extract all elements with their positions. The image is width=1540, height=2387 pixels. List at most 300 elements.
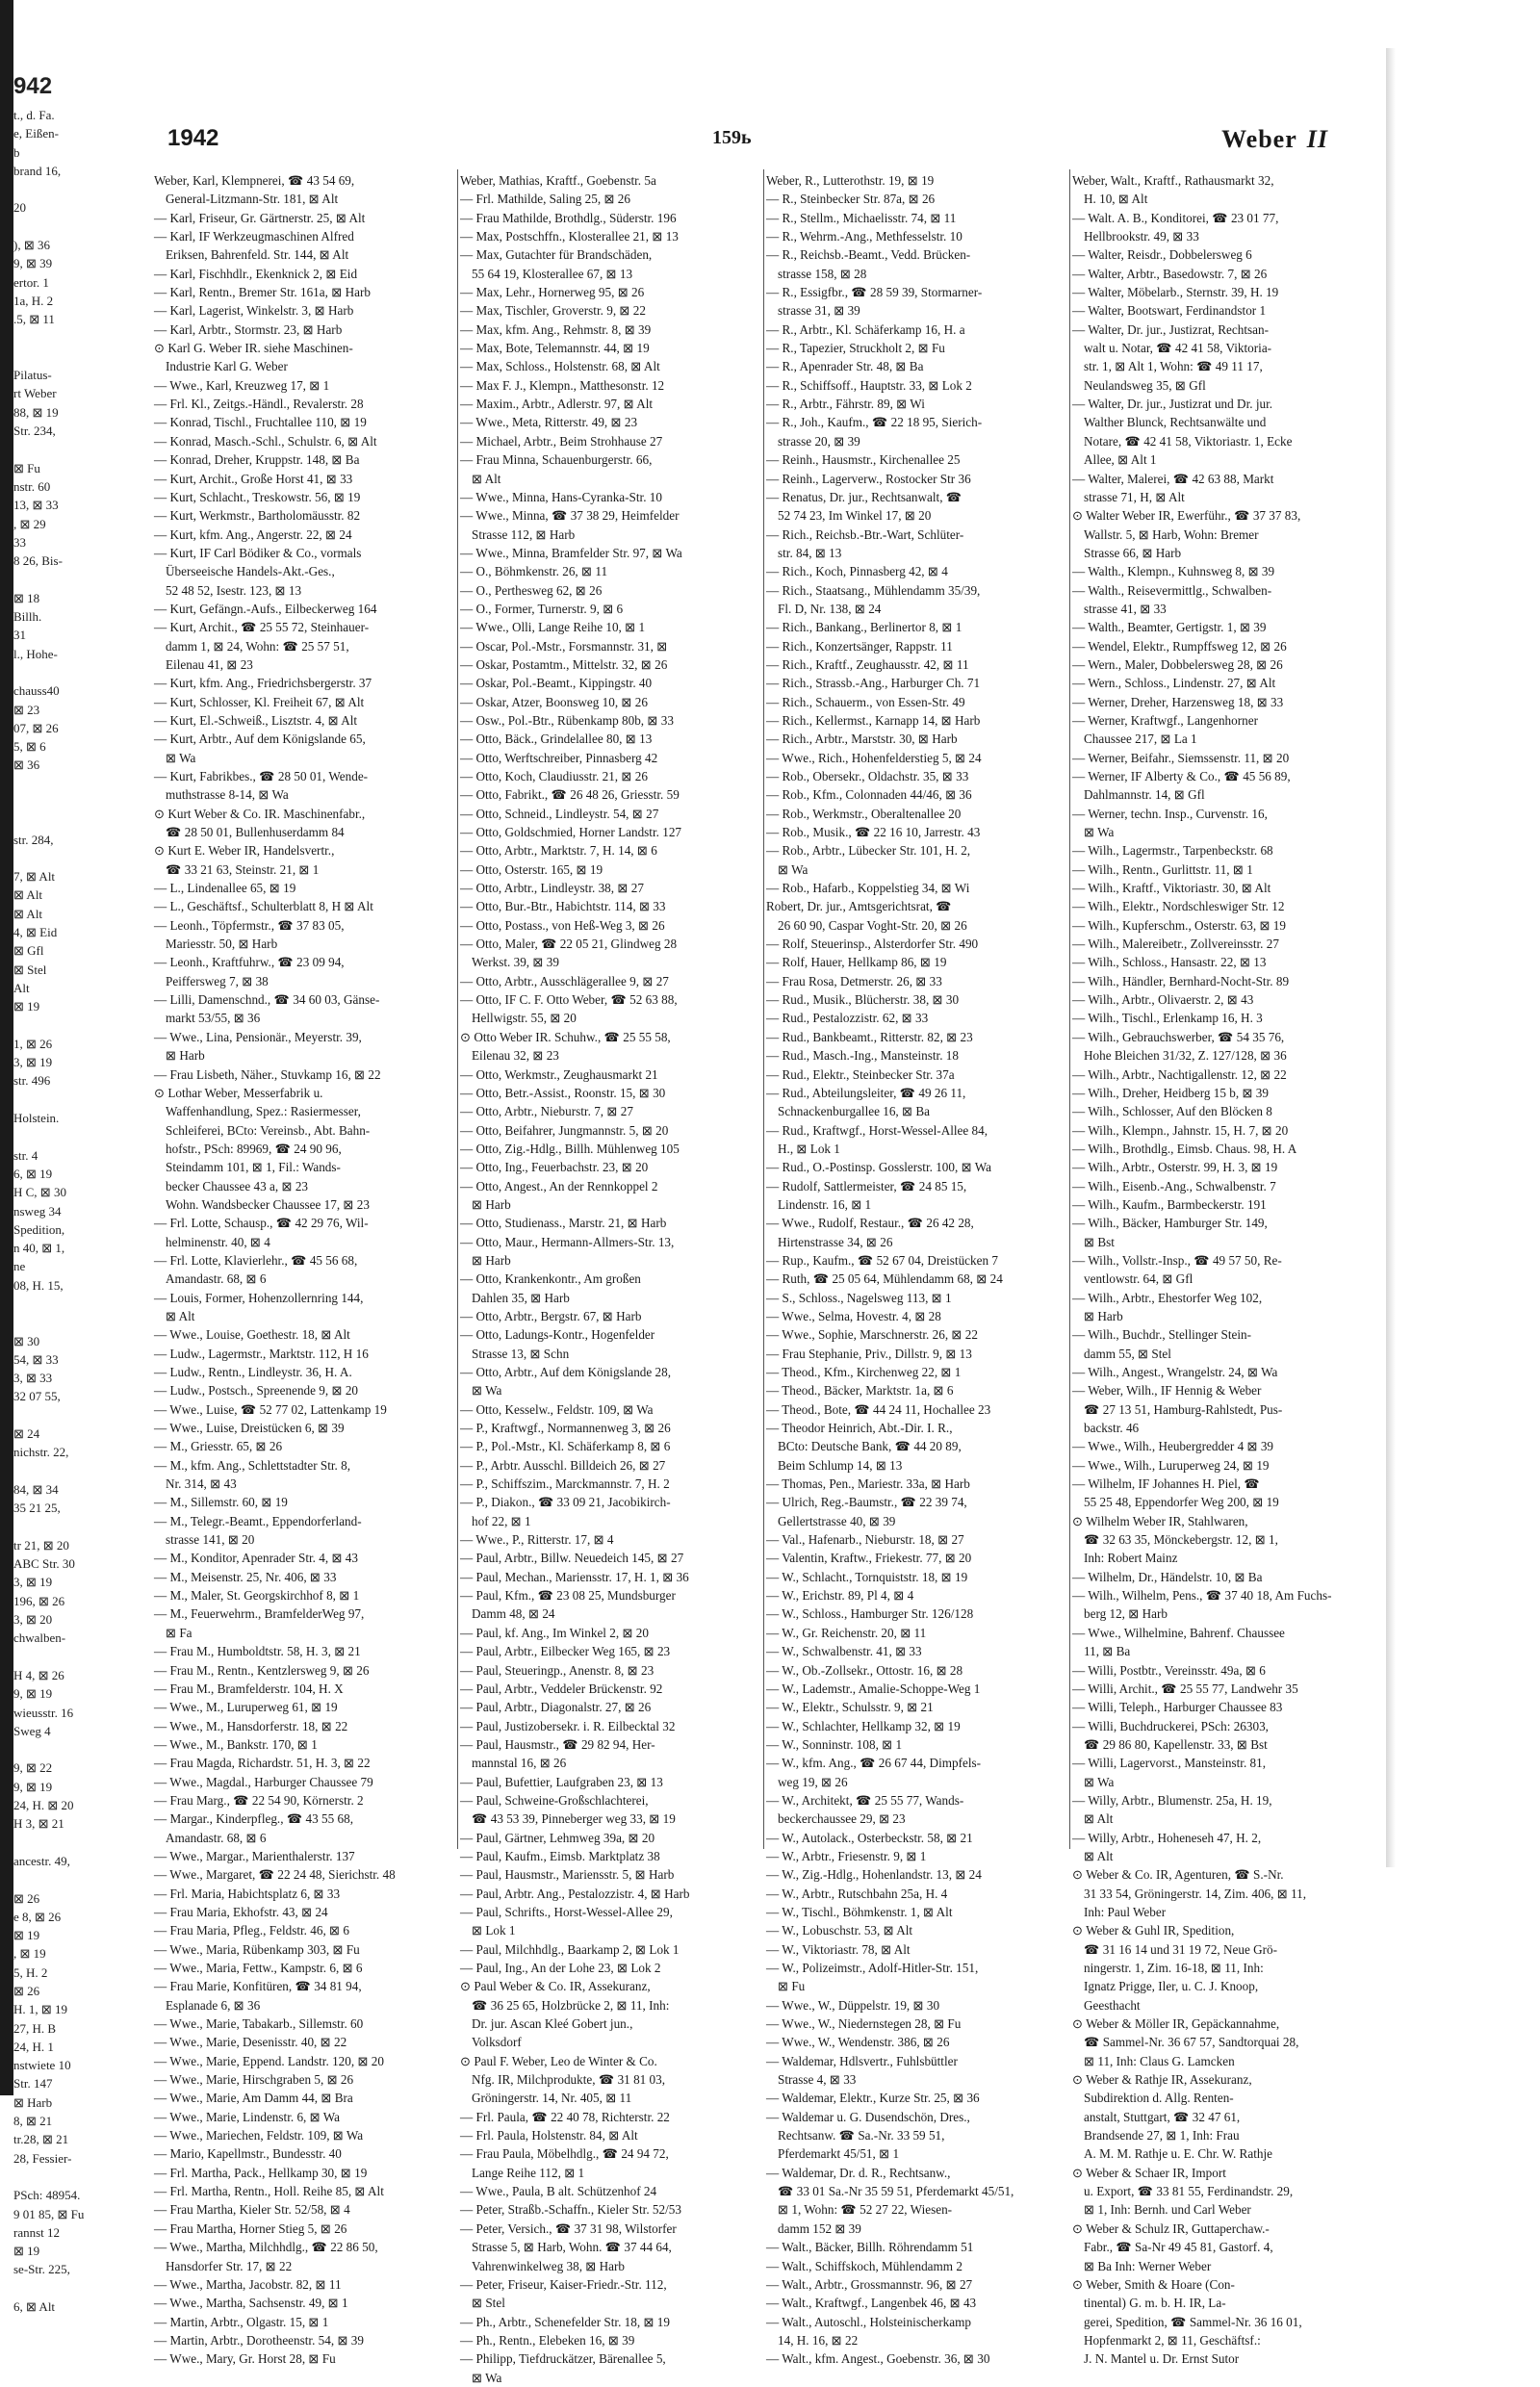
directory-entry-line: — Leonh., Töpfermstr., ☎ 37 83 05, (154, 917, 345, 933)
directory-entry-line: ⊙ Paul Weber & Co. IR, Assekuranz, (460, 1979, 651, 1994)
directory-entry-line: backstr. 46 (1084, 1421, 1140, 1436)
directory-entry-line: ☎ 43 53 39, Pinneberger weg 33, ⊠ 19 (472, 1811, 676, 1827)
directory-entry-line: Strasse 112, ⊠ Harb (472, 526, 576, 542)
directory-entry-line: — Wilh., Wilhelm, Pens., ☎ 37 40 18, Am Fuchs- (1072, 1588, 1332, 1604)
directory-entry-line: — Walt. A. B., Konditorei, ☎ 23 01 77, (1072, 210, 1279, 225)
previous-page-line (13, 347, 127, 366)
directory-entry-line: — W., Schlacht., Tornquiststr. 18, ⊠ 19 (766, 1569, 968, 1584)
previous-page-lines (13, 106, 127, 2316)
directory-entry-line: — Wwe., Mary, Gr. Horst 28, ⊠ Fu (154, 2351, 336, 2367)
directory-entry-line: — Willi, Postbtr., Vereinsstr. 49a, ⊠ 6 (1072, 1662, 1266, 1678)
previous-page-line: 31 (13, 628, 26, 643)
directory-entry-line: ⊠ Lok 1 (472, 1923, 516, 1938)
directory-entry-line: — R., Steinbecker Str. 87a, ⊠ 26 (766, 192, 936, 207)
previous-page-line: nsweg 34 (13, 1203, 62, 1219)
directory-entry-line: — Wilh., Arbtr., Olivaerstr. 2, ⊠ 43 (1072, 992, 1254, 1008)
directory-entry-line: — Wwe., Wilhelmine, Bahrenf. Chaussee (1072, 1625, 1285, 1640)
directory-entry-line: — Rud., Masch.-Ing., Mansteinstr. 18 (766, 1048, 959, 1064)
directory-entry-line: Nfg. IR, Milchprodukte, ☎ 31 81 03, (472, 2072, 666, 2088)
directory-entry-line: — M., Meisenstr. 25, Nr. 406, ⊠ 33 (154, 1569, 337, 1584)
directory-entry-line: — Ph., Rentn., Elebeken 16, ⊠ 39 (460, 2332, 635, 2348)
directory-entry-line: — Frau M., Humboldtstr. 58, H. 3, ⊠ 21 (154, 1644, 361, 1659)
running-head (1221, 125, 1328, 154)
directory-entry-line: — Kurt, Archit., ☎ 25 55 72, Steinhauer- (154, 620, 370, 635)
previous-page-line: ⊠ Gfl (13, 943, 44, 959)
directory-entry-line: — Otto, Betr.-Assist., Roonstr. 15, ⊠ 30 (460, 1085, 666, 1100)
directory-entry-line: — Paul, Kfm., ☎ 23 08 25, Mundsburger (460, 1588, 676, 1604)
directory-entry-line: — P., Kraftwgf., Normannenweg 3, ⊠ 26 (460, 1421, 671, 1436)
directory-entry-line: — Wilh., Arbtr., Osterstr. 99, H. 3, ⊠ 19 (1072, 1160, 1278, 1175)
directory-entry-line: Inh: Paul Weber (1084, 1904, 1167, 1919)
directory-entry-line: Eilenau 41, ⊠ 23 (166, 656, 253, 672)
directory-entry-line: — Kurt, Schlosser, Kl. Freiheit 67, ⊠ Alt (154, 694, 365, 709)
directory-entry-line: H., ⊠ Lok 1 (778, 1141, 840, 1156)
previous-page-line: brand 16, (13, 163, 62, 178)
previous-page-line: ⊠ Alt (13, 887, 43, 903)
directory-entry-line: — Otto, Fabrikt., ☎ 26 48 26, Griesstr. 59 (460, 787, 680, 803)
previous-page-line: ne (13, 1259, 26, 1274)
directory-entry-line: — W., Architekt, ☎ 25 55 77, Wands- (766, 1792, 964, 1808)
previous-page-line: str. 4 (13, 1147, 38, 1163)
directory-entry-line: — Paul, Hausmstr., Mariensstr. 5, ⊠ Harb (460, 1867, 675, 1883)
directory-entry-line: Volksdorf (472, 2035, 522, 2050)
directory-entry-line: — Otto, Arbtr., Lindleystr. 38, ⊠ 27 (460, 881, 644, 896)
directory-entry-line: ⊠ Alt (472, 471, 501, 486)
directory-entry-line: — R., Arbtr., Kl. Schäferkamp 16, H. a (766, 321, 965, 337)
directory-entry-line: — Frau Martha, Horner Stieg 5, ⊠ 26 (154, 2220, 347, 2236)
directory-entry-line: — Wilhelm, Dr., Händelstr. 10, ⊠ Ba (1072, 1569, 1263, 1584)
directory-entry-line: — Rob., Hafarb., Koppelstieg 34, ⊠ Wi (766, 881, 970, 896)
directory-entry-line: — Willi, Buchdruckerei, PSch: 26303, (1072, 1718, 1269, 1733)
directory-entry-line: hof 22, ⊠ 1 (472, 1513, 531, 1528)
directory-entry-line: — Wwe., Martha, Jacobstr. 82, ⊠ 11 (154, 2276, 342, 2292)
directory-entry-line: — Karl, Friseur, Gr. Gärtnerstr. 25, ⊠ Alt (154, 210, 366, 225)
directory-entry-line: — Konrad, Tischl., Fruchtallee 110, ⊠ 19 (154, 415, 367, 430)
directory-entry-line: ⊠ Alt (166, 1308, 195, 1323)
directory-entry-line: 14, H. 16, ⊠ 22 (778, 2332, 859, 2348)
directory-entry-line: — Rob., Musik., ☎ 22 16 10, Jarrestr. 43 (766, 825, 981, 840)
directory-entry-line: Beim Schlump 14, ⊠ 13 (778, 1457, 903, 1473)
previous-page-line: 35 21 25, (13, 1501, 61, 1516)
directory-entry-line: — Paul, kf. Ang., Im Winkel 2, ⊠ 20 (460, 1625, 649, 1640)
directory-entry-line: — Otto, Koch, Claudiusstr. 21, ⊠ 26 (460, 769, 648, 783)
directory-entry-line: 52 74 23, Im Winkel 17, ⊠ 20 (778, 508, 932, 524)
directory-entry-line: — Frl. Martha, Rentn., Holl. Reihe 85, ⊠ Alt (154, 2184, 384, 2199)
directory-entry-line: — Rud., Musik., Blücherstr. 38, ⊠ 30 (766, 992, 960, 1008)
previous-page-line: , ⊠ 19 (13, 1946, 46, 1962)
directory-entry-line: Lange Reihe 112, ⊠ 1 (472, 2165, 585, 2180)
previous-page-line: Spedition, (13, 1221, 65, 1237)
directory-entry-line: — Frau M., Bramfelderstr. 104, H. X (154, 1681, 344, 1696)
directory-entry-line: — Walter, Bootswart, Ferdinandstor 1 (1072, 303, 1267, 319)
previous-page-line: ⊠ 23 (13, 702, 40, 717)
directory-entry-line: — Wilh., Rentn., Gurlittstr. 11, ⊠ 1 (1072, 861, 1253, 877)
directory-entry-line: — W., Lademstr., Amalie-Schoppe-Weg 1 (766, 1681, 981, 1696)
directory-entry-line: — R., Wehrm.-Ang., Methfesselstr. 10 (766, 229, 962, 244)
directory-entry-line: Pferdemarkt 45/51, ⊠ 1 (778, 2146, 900, 2162)
directory-entry-line: — Walt., Autoschl., Holsteinischerkamp (766, 2314, 971, 2329)
directory-entry-line: — Frl. Mathilde, Saling 25, ⊠ 26 (460, 192, 630, 207)
directory-entry-line: — Otto, Arbtr., Ausschlägerallee 9, ⊠ 27 (460, 973, 669, 988)
directory-entry-line: — Otto, Zig.-Hdlg., Billh. Mühlenweg 105 (460, 1141, 680, 1156)
directory-entry-line: — Walter, Reisdr., Dobbelersweg 6 (1072, 247, 1252, 263)
directory-entry-line: — Wilhelm, IF Johannes H. Piel, ☎ (1072, 1476, 1260, 1492)
directory-entry-line: — Lilli, Damenschnd., ☎ 34 60 03, Gänse- (154, 992, 380, 1008)
previous-page-line: nstr. 60 (13, 478, 51, 494)
previous-page-line: 9, ⊠ 19 (13, 1686, 53, 1702)
directory-entry-line: — Wwe., Wilh., Heubergredder 4 ⊠ 39 (1072, 1439, 1274, 1454)
directory-entry-line: ⊙ Weber & Co. IR, Agenturen, ☎ S.-Nr. (1072, 1867, 1284, 1883)
directory-entry-line: — Willy, Arbtr., Hoheneseh 47, H. 2, (1072, 1830, 1262, 1845)
directory-entry-line: — Rudolf, Sattlermeister, ☎ 24 85 15, (766, 1178, 967, 1194)
directory-entry-line: — M., Feuerwehrm., BramfelderWeg 97, (154, 1606, 365, 1622)
directory-entry-line: — R., Schiffsoff., Hauptstr. 33, ⊠ Lok 2 (766, 377, 972, 393)
directory-entry-line: ☎ 28 50 01, Bullenhuserdamm 84 (166, 825, 345, 840)
directory-entry-line: — Kurt, Schlacht., Treskowstr. 56, ⊠ 19 (154, 489, 361, 504)
directory-entry-line: — Wilh., Bäcker, Hamburger Str. 149, (1072, 1216, 1268, 1231)
previous-page-line: ⊠ 18 (13, 590, 40, 605)
previous-page-line: 9, ⊠ 22 (13, 1760, 53, 1776)
directory-entry-line: Hellbrookstr. 49, ⊠ 33 (1084, 229, 1199, 244)
directory-entry-line: ⊠ Wa (1084, 825, 1115, 840)
directory-entry-line: — O., Perthesweg 62, ⊠ 26 (460, 582, 603, 598)
directory-entry-line: — Otto, Ladungs-Kontr., Hogenfelder (460, 1327, 655, 1343)
directory-entry-line: ☎ 33 01 Sa.-Nr 35 59 51, Pferdemarkt 45/51, (778, 2184, 1014, 2199)
directory-entry-line: — Weber, Wilh., IF Hennig & Weber (1072, 1383, 1262, 1399)
directory-entry-line: Damm 48, ⊠ 24 (472, 1606, 555, 1622)
directory-entry-line: — Wwe., Martha, Sachsenstr. 49, ⊠ 1 (154, 2296, 348, 2311)
directory-entry-line: — Wilh., Angest., Wrangelstr. 24, ⊠ Wa (1072, 1365, 1278, 1379)
directory-entry-line: ⊙ Kurt E. Weber IR, Handelsvertr., (154, 843, 335, 859)
directory-entry-line: str. 84, ⊠ 13 (778, 545, 842, 560)
previous-page-line: ⊠ 26 (13, 1890, 40, 1906)
directory-entry-line: ⊙ Wilhelm Weber IR, Stahlwaren, (1072, 1513, 1248, 1528)
previous-page-line: tr 21, ⊠ 20 (13, 1537, 69, 1553)
directory-entry-line: — Wwe., M., Luruperweg 61, ⊠ 19 (154, 1700, 338, 1715)
directory-entry-line: ⊙ Weber & Rathje IR, Assekuranz, (1072, 2072, 1252, 2088)
directory-entry-line: — Wilh., Brothdlg., Eimsb. Chaus. 98, H. A (1072, 1141, 1297, 1156)
previous-page-line: Alt (13, 980, 30, 995)
directory-entry-line: Schnackenburgallee 16, ⊠ Ba (778, 1104, 931, 1119)
directory-entry-line: — Martin, Arbtr., Olgastr. 15, ⊠ 1 (154, 2314, 329, 2329)
directory-entry-line: — R., Arbtr., Fährstr. 89, ⊠ Wi (766, 397, 925, 412)
previous-page-line (13, 663, 127, 681)
previous-page-line: ⊠ Stel (13, 962, 47, 977)
directory-entry-line: — W., Tischl., Böhmkenstr. 1, ⊠ Alt (766, 1904, 953, 1919)
previous-page-line: 27, H. B (13, 2020, 57, 2036)
directory-entry-line: — M., Sillemstr. 60, ⊠ 19 (154, 1495, 288, 1510)
directory-entry-line: — Paul, Kaufm., Eimsb. Marktplatz 38 (460, 1848, 660, 1863)
directory-entry-line: — Osw., Pol.-Btr., Rübenkamp 80b, ⊠ 33 (460, 712, 674, 728)
previous-page-line: Billh. (13, 609, 42, 625)
directory-entry-line: — Wilh., Buchdr., Stellinger Stein- (1072, 1327, 1252, 1343)
directory-entry-line: — Walter, Dr. jur., Justizrat, Rechtsan- (1072, 321, 1269, 337)
directory-entry-line: — Walt., Kraftwgf., Langenbek 46, ⊠ 43 (766, 2296, 977, 2311)
directory-entry-line: weg 19, ⊠ 26 (778, 1774, 848, 1789)
directory-entry-line: — Peter, Versich., ☎ 37 31 98, Wilstorfer (460, 2220, 677, 2236)
directory-entry-line: — Wilh., Tischl., Erlenkamp 16, H. 3 (1072, 1011, 1263, 1026)
directory-entry-line: — Kurt, IF Carl Bödiker & Co., vormals (154, 545, 362, 560)
directory-entry-line: — Leonh., Kraftfuhrw., ☎ 23 09 94, (154, 955, 345, 970)
directory-entry-line: — Otto, Arbtr., Auf dem Königslande 28, (460, 1365, 672, 1379)
directory-entry-line: — Frl. Martha, Pack., Hellkamp 30, ⊠ 19 (154, 2165, 368, 2180)
directory-entry-line: — Wwe., W., Wendenstr. 386, ⊠ 26 (766, 2035, 950, 2050)
previous-page-line: chwalben- (13, 1630, 66, 1646)
directory-entry-line: — Rob., Obersekr., Oldachstr. 35, ⊠ 33 (766, 769, 969, 783)
directory-entry-line: — Margar., Kinderpfleg., ☎ 43 55 68, (154, 1811, 354, 1827)
previous-page-line: ⊠ 19 (13, 2244, 40, 2259)
directory-entry-line: — Renatus, Dr. jur., Rechtsanwalt, ☎ (766, 489, 962, 504)
directory-entry-line: strasse 158, ⊠ 28 (778, 266, 867, 281)
directory-entry-line: — Paul, Ing., An der Lohe 23, ⊠ Lok 2 (460, 1961, 661, 1975)
directory-entry-line: — Wwe., P., Ritterstr. 17, ⊠ 4 (460, 1532, 614, 1548)
directory-entry-line: — Wwe., Marie, Desenisstr. 40, ⊠ 22 (154, 2035, 347, 2050)
directory-entry-line: Wohn. Wandsbecker Chaussee 17, ⊠ 23 (166, 1196, 370, 1212)
directory-entry-line: helminenstr. 40, ⊠ 4 (166, 1234, 270, 1249)
directory-entry-line: A. M. M. Rathje u. E. Chr. W. Rathje (1084, 2146, 1272, 2162)
directory-entry-line: — Willi, Archit., ☎ 25 55 77, Landwehr 35 (1072, 1681, 1298, 1696)
directory-entry-line: Dahlen 35, ⊠ Harb (472, 1290, 570, 1305)
directory-entry-line: — Paul, Hausmstr., ☎ 29 82 94, Her- (460, 1736, 655, 1752)
directory-entry-line: — Wwe., W., Düppelstr. 19, ⊠ 30 (766, 1997, 940, 2013)
directory-entry-line: — Wwe., Marie, Hirschgraben 5, ⊠ 26 (154, 2072, 354, 2088)
directory-entry-line: — Paul, Steueringp., Anenstr. 8, ⊠ 23 (460, 1662, 654, 1678)
directory-entry-line: — Frl. Paula, ☎ 22 40 78, Richterstr. 22 (460, 2109, 670, 2124)
directory-entry-line: — Otto, Arbtr., Nieburstr. 7, ⊠ 27 (460, 1104, 633, 1119)
previous-page-line: 13, ⊠ 33 (13, 498, 59, 513)
directory-entry-line: BCto: Deutsche Bank, ☎ 44 20 89, (778, 1439, 962, 1454)
directory-entry-line: — Max F. J., Klempn., Matthesonstr. 12 (460, 377, 665, 393)
directory-entry-line: — Karl, Lagerist, Winkelstr. 3, ⊠ Harb (154, 303, 354, 319)
directory-entry-line: ⊙ Weber & Schulz IR, Guttaperchaw.- (1072, 2220, 1270, 2236)
directory-entry-line: — W., Schloss., Hamburger Str. 126/128 (766, 1606, 974, 1622)
directory-entry-line: — Paul, Arbtr., Veddeler Brückenstr. 92 (460, 1681, 663, 1696)
directory-entry-line: — Oskar, Pol.-Beamt., Kippingstr. 40 (460, 676, 653, 691)
directory-entry-line: ☎ 32 63 35, Mönckebergstr. 12, ⊠ 1, (1084, 1532, 1278, 1548)
previous-page-line: ⊠ 19 (13, 1928, 40, 1943)
previous-page-line: H 4, ⊠ 26 (13, 1667, 64, 1682)
entry-column-3 (766, 171, 1063, 2367)
previous-page-line: Sweg 4 (13, 1723, 51, 1738)
previous-page-line: 07, ⊠ 26 (13, 720, 59, 735)
directory-entry-line: — Wilh., Arbtr., Nachtigallenstr. 12, ⊠ 22 (1072, 1066, 1287, 1082)
directory-entry-line: — P., Diakon., ☎ 33 09 21, Jacobikirch- (460, 1495, 671, 1510)
directory-entry-line: — S., Schloss., Nagelsweg 113, ⊠ 1 (766, 1290, 952, 1305)
directory-entry-line: ⊙ Weber & Guhl IR, Spedition, (1072, 1923, 1235, 1938)
previous-page-line: Str. 147 (13, 2076, 53, 2092)
directory-entry-line: — Frl. Lotte, Klavierlehr., ☎ 45 56 68, (154, 1252, 358, 1268)
previous-page-line: 6, ⊠ 19 (13, 1166, 53, 1181)
directory-entry-line: — Frau Magda, Richardstr. 51, H. 3, ⊠ 22 (154, 1756, 371, 1771)
directory-entry-line: Gröningerstr. 14, Nr. 405, ⊠ 11 (472, 2091, 632, 2106)
directory-entry-line: — Otto, Goldschmied, Horner Landstr. 127 (460, 825, 682, 840)
directory-entry-line: tinental) G. m. b. H. IR, La- (1084, 2296, 1226, 2311)
directory-entry-line: — Paul, Schweine-Großschlachterei, (460, 1792, 649, 1808)
directory-entry-line: ⊙ Weber, Smith & Hoare (Con- (1072, 2276, 1235, 2292)
directory-entry-line: — Walth., Klempn., Kuhnsweg 8, ⊠ 39 (1072, 564, 1275, 579)
directory-entry-line: — Rob., Werkmstr., Oberaltenallee 20 (766, 806, 962, 821)
directory-entry-line: — Frau Minna, Schauenburgerstr. 66, (460, 452, 653, 468)
previous-page-line: 08, H. 15, (13, 1277, 64, 1293)
directory-entry-line: — Wilh., Schloss., Hansastr. 22, ⊠ 13 (1072, 955, 1267, 970)
directory-page (144, 58, 1386, 2385)
directory-entry-line: Weber, Karl, Klempnerei, ☎ 43 54 69, (154, 173, 355, 188)
directory-entry-line: — Ludw., Rentn., Lindleystr. 36, H. A. (154, 1365, 352, 1379)
directory-entry-line: Wallstr. 5, ⊠ Harb, Wohn: Bremer (1084, 526, 1259, 542)
directory-entry-line: — Peter, Straßb.-Schaffn., Kieler Str. 52/53 (460, 2202, 681, 2218)
previous-page-line (13, 2168, 127, 2186)
directory-entry-line: — Otto, Werkmstr., Zeughausmarkt 21 (460, 1066, 658, 1082)
previous-page-line: .5, ⊠ 11 (13, 312, 55, 327)
directory-entry-line: — Paul, Arbtr., Eilbecker Weg 165, ⊠ 23 (460, 1644, 671, 1659)
directory-entry-line: — Konrad, Masch.-Schl., Schulstr. 6, ⊠ Alt (154, 433, 377, 449)
directory-entry-line: Nr. 314, ⊠ 43 (166, 1476, 237, 1492)
previous-page-line: 84, ⊠ 34 (13, 1481, 59, 1497)
directory-entry-line: — Theod., Kfm., Kirchenweg 22, ⊠ 1 (766, 1365, 962, 1379)
directory-entry-line: ⊠ Ba Inh: Werner Weber (1084, 2258, 1212, 2273)
directory-entry-line: Fl. D, Nr. 138, ⊠ 24 (778, 601, 882, 616)
directory-entry-line: — Wwe., Minna, Bramfelder Str. 97, ⊠ Wa (460, 545, 682, 560)
directory-entry-line: — Wwe., Margaret, ☎ 22 24 48, Sierichstr. 48 (154, 1867, 396, 1883)
directory-entry-line: — Willi, Lagervorst., Mansteinstr. 81, (1072, 1756, 1267, 1771)
entry-column-4 (1072, 171, 1369, 2367)
previous-page-line: ), ⊠ 36 (13, 238, 50, 253)
directory-entry-line: — L., Geschäftsf., Schulterblatt 8, H ⊠ Alt (154, 899, 373, 914)
directory-entry-line: Allee, ⊠ Alt 1 (1084, 452, 1157, 468)
previous-page-line (13, 1406, 127, 1424)
directory-entry-line: — Wwe., W., Niedernstegen 28, ⊠ Fu (766, 2016, 962, 2032)
directory-entry-line: ☎ 27 13 51, Hamburg-Rahlstedt, Pus- (1084, 1401, 1283, 1417)
previous-page-line: 5, H. 2 (13, 1964, 48, 1980)
directory-entry-line: — Louis, Former, Hohenzollernring 144, (154, 1290, 364, 1305)
directory-entry-line: — Rich., Konzertsänger, Rappstr. 11 (766, 638, 953, 654)
previous-page-line: nstwiete 10 (13, 2058, 71, 2073)
directory-entry-line: Dr. jur. Ascan Kleé Gobert jun., (472, 2016, 633, 2032)
directory-entry-line: — Willy, Arbtr., Blumenstr. 25a, H. 19, (1072, 1792, 1272, 1808)
page-edge-shadow (1386, 48, 1396, 1867)
directory-entry-line: — Werner, techn. Insp., Curvenstr. 16, (1072, 806, 1268, 821)
directory-entry-line: becker Chaussee 43 a, ⊠ 23 (166, 1178, 309, 1194)
directory-entry-line: ⊠ Wa (778, 861, 808, 877)
directory-entry-line: — Max, kfm. Ang., Rehmstr. 8, ⊠ 39 (460, 321, 652, 337)
directory-entry-line: — Wwe., Sophie, Marschnerstr. 26, ⊠ 22 (766, 1327, 978, 1343)
previous-page-line: 5, ⊠ 6 (13, 739, 46, 755)
directory-entry-line: Subdirektion d. Allg. Renten- (1084, 2091, 1234, 2106)
directory-entry-line: — Rup., Kaufm., ☎ 52 67 04, Dreistücken 7 (766, 1252, 998, 1268)
previous-page-line (13, 180, 127, 198)
previous-page-line (13, 1016, 127, 1035)
directory-entry-line: — Wwe., Karl, Kreuzweg 17, ⊠ 1 (154, 377, 330, 393)
directory-entry-line: — Walt., Schiffskoch, Mühlendamm 2 (766, 2258, 962, 2273)
directory-entry-line: — Wwe., Louise, Goethestr. 18, ⊠ Alt (154, 1327, 350, 1343)
directory-entry-line: — W., Zig.-Hdlg., Hohenlandstr. 13, ⊠ 24 (766, 1867, 982, 1883)
directory-entry-line: — Mario, Kapellmstr., Bundesstr. 40 (154, 2146, 342, 2162)
directory-entry-line: — O., Böhmkenstr. 26, ⊠ 11 (460, 564, 608, 579)
directory-entry-line: — Otto, Osterstr. 165, ⊠ 19 (460, 861, 603, 877)
directory-entry-line: Strasse 13, ⊠ Schn (472, 1346, 570, 1361)
directory-entry-line: — Otto, Werftschreiber, Pinnasberg 42 (460, 750, 658, 765)
previous-page-line: 54, ⊠ 33 (13, 1351, 59, 1367)
directory-entry-line: — W., Viktoriastr. 78, ⊠ Alt (766, 1941, 911, 1957)
directory-entry-line: — Wwe., Marie, Am Damm 44, ⊠ Bra (154, 2091, 353, 2106)
directory-entry-line: — R., Reichsb.-Beamt., Vedd. Brücken- (766, 247, 971, 263)
directory-entry-line: Industrie Karl G. Weber (166, 359, 288, 374)
previous-page-line: t., d. Fa. (13, 108, 55, 122)
directory-entry-line: — W., Autolack., Osterbeckstr. 58, ⊠ 21 (766, 1830, 973, 1845)
directory-entry-line: ⊙ Karl G. Weber IR. siehe Maschinen- (154, 341, 353, 356)
directory-entry-line: Hirtenstrasse 34, ⊠ 26 (778, 1234, 893, 1249)
previous-page-line: 4, ⊠ Eid (13, 925, 58, 940)
previous-page-line (13, 849, 127, 867)
previous-page-line: ⊠ Fu (13, 460, 40, 475)
previous-page-line (13, 775, 127, 793)
directory-entry-line: Hohe Bleichen 31/32, Z. 127/128, ⊠ 36 (1084, 1048, 1287, 1064)
directory-entry-line: Weber, R., Lutterothstr. 19, ⊠ 19 (766, 173, 935, 188)
directory-entry-line: — Rich., Bankang., Berlinertor 8, ⊠ 1 (766, 620, 962, 635)
directory-entry-line: — Otto, Postass., von Heß-Weg 3, ⊠ 26 (460, 917, 665, 933)
directory-entry-line: — Max, Schloss., Holstenstr. 68, ⊠ Alt (460, 359, 660, 374)
directory-entry-line: — Wwe., Meta, Ritterstr. 49, ⊠ 23 (460, 415, 638, 430)
directory-entry-line: — Wilh., Klempn., Jahnstr. 15, H. 7, ⊠ 20 (1072, 1122, 1289, 1138)
directory-entry-line: — Karl, Rentn., Bremer Str. 161a, ⊠ Harb (154, 285, 371, 300)
directory-entry-line: Werkst. 39, ⊠ 39 (472, 955, 559, 970)
directory-entry-line: — Walt., Bäcker, Billh. Röhrendamm 51 (766, 2240, 974, 2255)
previous-page-line: 8 26, Bis- (13, 553, 63, 569)
directory-entry-line: — Otto, Maler, ☎ 22 05 21, Glindweg 28 (460, 937, 678, 952)
directory-entry-line: — W., Arbtr., Friesenstr. 9, ⊠ 1 (766, 1848, 927, 1863)
directory-entry-line: 55 64 19, Klosterallee 67, ⊠ 13 (472, 266, 633, 281)
directory-entry-line: — Werner, Beifahr., Siemssenstr. 11, ⊠ 20 (1072, 750, 1290, 765)
directory-entry-line: — Theodor Heinrich, Abt.-Dir. I. R., (766, 1421, 953, 1436)
directory-entry-line: — Waldemar, Elektr., Kurze Str. 25, ⊠ 36 (766, 2091, 980, 2106)
previous-page-line: b (13, 144, 20, 160)
directory-entry-line: Hansdorfer Str. 17, ⊠ 22 (166, 2258, 293, 2273)
directory-entry-line: u. Export, ☎ 33 81 55, Ferdinandstr. 29, (1084, 2184, 1294, 2199)
previous-page-line: 3, ⊠ 20 (13, 1612, 53, 1628)
previous-page-year: 942 (13, 73, 53, 99)
directory-entry-line: Schleiferei, BCto: Vereinsb., Abt. Bahn- (166, 1122, 371, 1138)
directory-entry-line: — Frl. Kl., Zeitgs.-Händl., Revalerstr. 28 (154, 397, 364, 412)
directory-entry-line: — Wwe., Mariechen, Feldstr. 109, ⊠ Wa (154, 2128, 364, 2143)
directory-entry-line: — M., Konditor, Apenrader Str. 4, ⊠ 43 (154, 1551, 358, 1566)
directory-entry-line: — R., Tapezier, Struckholt 2, ⊠ Fu (766, 341, 945, 356)
directory-entry-line: Walther Blunck, Rechtsanwälte und (1084, 415, 1267, 430)
previous-page-line (13, 329, 127, 347)
directory-entry-line: — Wilh., Arbtr., Ehestorfer Weg 102, (1072, 1290, 1263, 1305)
previous-page-line (13, 1462, 127, 1480)
directory-entry-line: — W., Erichstr. 89, Pl 4, ⊠ 4 (766, 1588, 914, 1604)
previous-page-line (13, 1834, 127, 1852)
previous-page-line: H 3, ⊠ 21 (13, 1816, 64, 1832)
previous-page-line: 3, ⊠ 19 (13, 1055, 53, 1070)
directory-entry-line: — Wilh., Elektr., Nordschleswiger Str. 12 (1072, 899, 1285, 914)
directory-entry-line: — Rich., Reichsb.-Btr.-Wart, Schlüter- (766, 526, 964, 542)
directory-entry-line: — Rud., Abteilungsleiter, ☎ 49 26 11, (766, 1085, 966, 1100)
directory-entry-line: — Rud., Kraftwgf., Horst-Wessel-Allee 84, (766, 1122, 988, 1138)
previous-page-line: 3, ⊠ 33 (13, 1371, 53, 1386)
previous-page-line (13, 1091, 127, 1109)
directory-entry-line: Eriksen, Bahrenfeld. Str. 144, ⊠ Alt (166, 247, 349, 263)
directory-entry-line: — Frau M., Rentn., Kentzlersweg 9, ⊠ 26 (154, 1662, 370, 1678)
previous-page-line: 28, Fessier- (13, 2150, 72, 2166)
previous-page-line: ⊠ 24 (13, 1426, 40, 1442)
previous-page-line: ⊠ 36 (13, 757, 40, 773)
directory-entry-line: Geesthacht (1084, 1997, 1141, 2013)
directory-entry-line: — Kurt, kfm. Ang., Friedrichsbergerstr. 37 (154, 676, 372, 691)
directory-entry-line: — W., Gr. Reichenstr. 20, ⊠ 11 (766, 1625, 927, 1640)
previous-page-line: ABC Str. 30 (13, 1556, 75, 1572)
directory-entry-line: — Frau Stephanie, Priv., Dillstr. 9, ⊠ 13 (766, 1346, 972, 1361)
